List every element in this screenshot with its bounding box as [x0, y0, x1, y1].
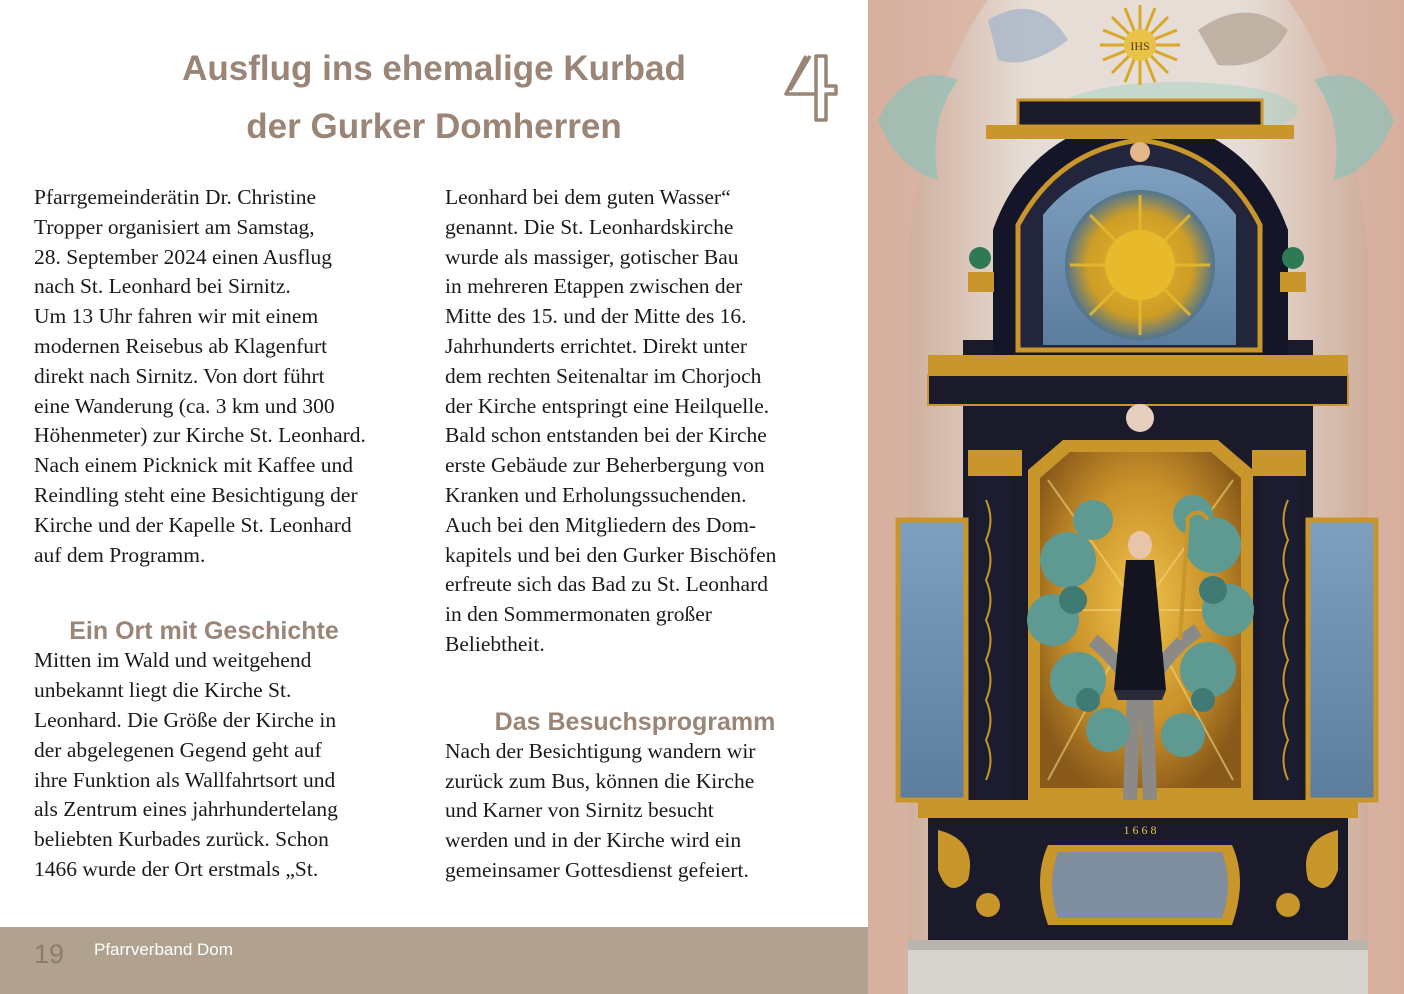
text-line: in den Sommermonaten großer — [445, 602, 712, 627]
text-line: Pfarrgemeinderätin Dr. Christine — [34, 185, 317, 209]
program-paragraph — [445, 737, 840, 886]
text-line: Reindling steht eine Besichtigung der — [34, 482, 358, 507]
text-line: modernen Reisebus ab Klagenfurt — [34, 333, 328, 358]
title-line-1: Ausflug ins ehemalige Kurbad — [182, 49, 686, 88]
title-line-2: der Gurker Domherren — [246, 107, 622, 146]
altar-photo — [868, 0, 1404, 994]
text-line: wurde als massiger, gotischer Bau — [445, 244, 739, 269]
text-line: Mitte des 15. und der Mitte des 16. — [445, 304, 747, 329]
article-title — [0, 40, 868, 156]
page-footer — [0, 927, 868, 994]
footer-publication-label: Pfarrverband Dom — [94, 940, 233, 959]
text-line: direkt nach Sirnitz. Von dort führt — [34, 363, 325, 388]
text-line: unbekannt liegt die Kirche St. — [34, 678, 292, 703]
text-line: Mitten im Wald und weitgehend — [34, 648, 312, 673]
text-line: Bald schon entstanden bei der Kirche — [445, 423, 767, 448]
text-line: Kranken und Erholungssuchenden. — [445, 482, 747, 507]
text-line: genannt. Die St. Leonhardskirche — [445, 214, 734, 239]
text-line: der Kirche entspringt eine Heilquelle. — [445, 393, 770, 418]
page-number: 19 — [34, 939, 65, 969]
text-line: erfreute sich das Bad zu St. Leonhard — [445, 572, 768, 597]
text-line: der abgelegenen Gegend geht auf — [34, 737, 322, 762]
intro-paragraph — [34, 183, 429, 570]
text-line: werden und in der Kirche wird ein — [445, 828, 742, 853]
text-line: Nach einem Picknick mit Kaffee und — [34, 453, 354, 478]
baroque-altar-image — [868, 0, 1404, 994]
history-paragraph — [34, 646, 429, 884]
text-line: auf dem Programm. — [34, 542, 206, 567]
text-column-right — [445, 183, 840, 886]
text-line: Leonhard bei dem guten Wasser“ — [445, 185, 731, 209]
text-line: und Karner von Sirnitz besucht — [445, 798, 714, 823]
text-column-left — [34, 183, 429, 885]
text-line: zurück zum Bus, können die Kirche — [445, 768, 755, 793]
text-line: gemeinsamer Gottesdienst gefeiert. — [445, 857, 749, 882]
history-continued-paragraph — [445, 183, 840, 660]
text-line: Tropper organisiert am Samstag, — [34, 214, 315, 239]
text-line: Jahrhunderts errichtet. Direkt unter — [445, 333, 748, 358]
text-line: erste Gebäude zur Beherbergung von — [445, 453, 765, 478]
text-line: Leonhard. Die Größe der Kirche in — [34, 707, 337, 732]
subheading-history: Ein Ort mit Geschichte — [69, 617, 339, 646]
text-line: 1466 wurde der Ort erstmals „St. — [34, 856, 319, 881]
subheading-program: Das Besuchsprogramm — [494, 707, 776, 736]
altar-year: 1 6 6 8 — [1123, 823, 1157, 837]
text-line: Beliebtheit. — [445, 631, 545, 656]
text-line: Auch bei den Mitgliedern des Dom- — [445, 512, 757, 537]
text-line: 28. September 2024 einen Ausflug — [34, 244, 332, 269]
text-line: Höhenmeter) zur Kirche St. Leonhard. — [34, 423, 366, 448]
text-line: beliebten Kurbades zurück. Schon — [34, 827, 329, 852]
text-line: dem rechten Seitenaltar im Chorjoch — [445, 363, 762, 388]
text-line: Kirche und der Kapelle St. Leonhard — [34, 512, 352, 537]
text-line: nach St. Leonhard bei Sirnitz. — [34, 274, 291, 299]
text-line: eine Wanderung (ca. 3 km und 300 — [34, 393, 335, 418]
text-line: Um 13 Uhr fahren wir mit einem — [34, 304, 319, 329]
text-line: in mehreren Etappen zwischen der — [445, 274, 743, 299]
text-line: ihre Funktion als Wallfahrtsort und — [34, 767, 336, 792]
text-line: als Zentrum eines jahrhundertelang — [34, 797, 338, 822]
ihs-monogram: IHS — [1130, 39, 1150, 53]
text-line: kapitels und bei den Gurker Bischöfen — [445, 542, 777, 567]
chapter-four-cross-icon — [780, 50, 842, 126]
text-line: Nach der Besichtigung wandern wir — [445, 738, 756, 763]
